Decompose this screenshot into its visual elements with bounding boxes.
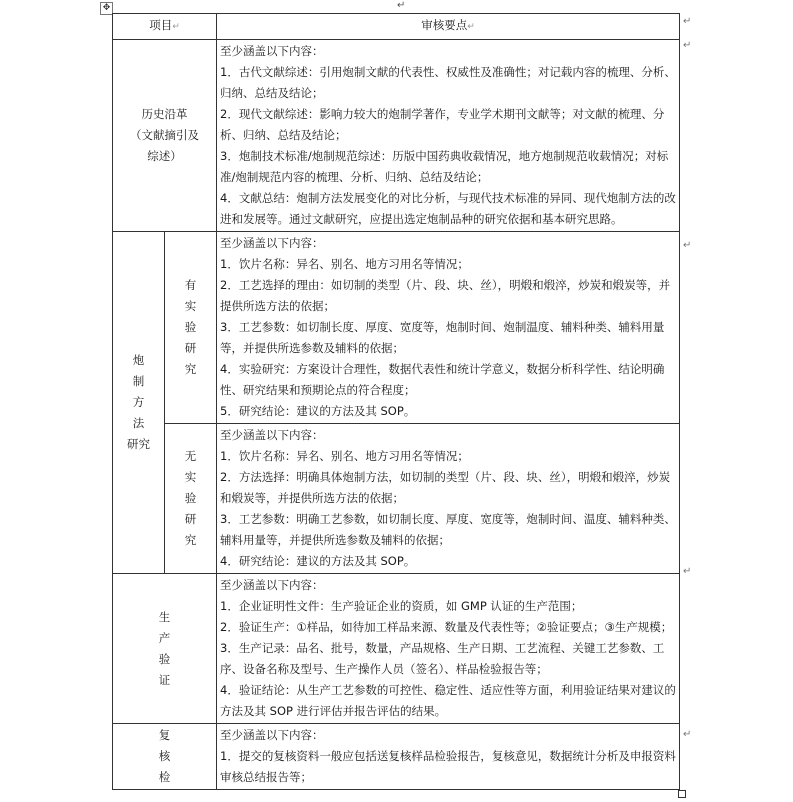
content-line: 至少涵盖以下内容： [220, 44, 324, 58]
row-review [113, 724, 680, 790]
content-production [217, 574, 680, 724]
label-char: 实 [184, 299, 197, 313]
label-char: 究 [184, 362, 197, 376]
label-char: 炮 [132, 353, 145, 367]
label-history-line: （文献摘引及 [130, 128, 199, 142]
row-method-with-practice [113, 232, 680, 424]
row-end-mark-icon: ↵ [683, 16, 692, 27]
label-without-practice [165, 424, 217, 574]
label-history-line: 综述） [147, 149, 182, 163]
content-line: 3．生产记录：品名、批号，数量，产品规格、生产日期、工艺流程、关键工艺参数、工序、设备名称及型号、生产操作人员（签名）、样品检验报告等； [220, 641, 665, 676]
content-line: 至少涵盖以下内容： [220, 428, 324, 442]
content-history [217, 40, 680, 232]
row-end-mark-icon: ↵ [683, 240, 692, 251]
label-char: 生 [158, 609, 171, 624]
label-char: 验 [184, 491, 197, 505]
content-line: 1．饮片名称：异名、别名、地方习用名等情况； [220, 257, 469, 271]
content-line: 3．工艺参数：明确工艺参数，如切制长度、厚度、宽度等，炮制时间、温度、辅料种类、辅料用量等，并提供所选参数及辅料的依据； [220, 512, 676, 547]
label-char: 究 [184, 533, 197, 547]
table-move-handle-icon[interactable]: ✥ [100, 2, 113, 15]
row-end-mark-icon: ↵ [683, 729, 692, 740]
content-line: 至少涵盖以下内容： [220, 578, 324, 592]
content-line: 2．方法选择：明确具体炮制方法，如切制的类型（片、段、块、丝），明煅和煅淬，炒炭和煅炭等，并提供所选方法的依据； [220, 470, 671, 505]
header-item: 项目↵ [113, 14, 217, 40]
header-review-points: 审核要点↵ [217, 14, 680, 40]
label-char: 制 [132, 374, 145, 388]
content-line: 2．现代文献综述：影响力较大的炮制学著作，专业学术期刊文献等；对文献的梳理、分析、归纳、总结及结论； [220, 107, 665, 142]
label-char: 实 [184, 470, 197, 484]
label-char: 核 [158, 749, 171, 763]
content-review [217, 724, 680, 790]
paragraph-mark-icon: ↵ [397, 0, 406, 11]
label-char: 产 [158, 630, 171, 645]
content-line: 4．研究结论：建议的方法及其 SOP。 [220, 554, 416, 568]
label-char: 法 [132, 416, 145, 430]
content-without-practice [217, 424, 680, 574]
label-char: 验 [158, 651, 171, 666]
label-review [113, 724, 217, 790]
row-production [113, 574, 680, 724]
label-char: 无 [184, 449, 197, 463]
label-char: 检 [158, 770, 171, 784]
label-char: 有 [184, 278, 197, 292]
content-line: 4．文献总结：炮制方法发展变化的对比分析，与现代技术标准的异同、现代炮制方法的改进和发展等。通过文献研究，应提出选定炮制品种的研究依据和基本研究思路。 [220, 191, 676, 226]
content-line: 2．验证生产：①样品，如待加工样品来源、数量及代表性等；②验证要点；③生产规模； [220, 620, 673, 634]
label-method [113, 232, 165, 574]
row-end-mark-icon: ↵ [683, 40, 692, 51]
content-line: 2．工艺选择的理由：如切制的类型（片、段、块、丝），明煅和煅淬，炒炭和煅炭等，并提供所选方法的依据； [220, 278, 671, 313]
content-line: 至少涵盖以下内容： [220, 728, 324, 742]
label-with-practice [165, 232, 217, 424]
table-resize-handle-icon[interactable] [678, 790, 686, 798]
label-char: 验 [184, 320, 197, 334]
row-end-mark-icon: ↵ [683, 566, 692, 577]
label-char: 方 [132, 395, 145, 409]
content-line: 1．古代文献综述：引用炮制文献的代表性、权威性及准确性；对记载内容的梳理、分析、归纳、总结及结论； [220, 65, 676, 100]
label-char: 研 [184, 341, 197, 355]
table-header-row [113, 14, 680, 40]
content-line: 至少涵盖以下内容： [220, 236, 324, 250]
content-line: 5．研究结论：建议的方法及其 SOP。 [220, 404, 416, 418]
label-history-line: 历史沿革 [141, 107, 188, 121]
content-line: 3．工艺参数：如切制长度、厚度、宽度等，炮制时间、炮制温度、辅料种类、辅料用量等，并提供所选参数及辅料的依据； [220, 320, 665, 355]
content-line: 1．饮片名称：异名、别名、地方习用名等情况； [220, 449, 469, 463]
label-production [113, 574, 217, 724]
content-line: 1．企业证明性文件：生产验证企业的资质，如 GMP 认证的生产范围； [220, 599, 583, 613]
row-method-without-practice [113, 424, 680, 574]
row-history [113, 40, 680, 232]
label-char: 复 [158, 728, 171, 742]
content-line: 3．炮制技术标准/炮制规范综述：历版中国药典收载情况，地方炮制规范收载情况；对标准/炮制规范内容的梳理、分析、归纳、总结及结论； [220, 149, 669, 184]
content-line: 4．实验研究：方案设计合理性，数据代表性和统计学意义，数据分析科学性、结论明确性、研究结果和预期论点的符合程度； [220, 362, 665, 397]
content-line: 4．验证结论：从生产工艺参数的可控性、稳定性、适应性等方面，利用验证结果对建议的方法及其 SOP 进行评估并报告评估的结果。 [220, 683, 676, 718]
content-with-practice [217, 232, 680, 424]
review-table [112, 13, 680, 790]
label-char: 研 [184, 512, 197, 526]
label-char: 证 [158, 672, 171, 687]
content-line: 1．提交的复核资料一般应包括送复核样品检验报告，复核意见，数据统计分析及申报资料审核总结报告等； [220, 749, 676, 784]
label-char: 研究 [127, 437, 150, 451]
label-history [113, 40, 217, 232]
